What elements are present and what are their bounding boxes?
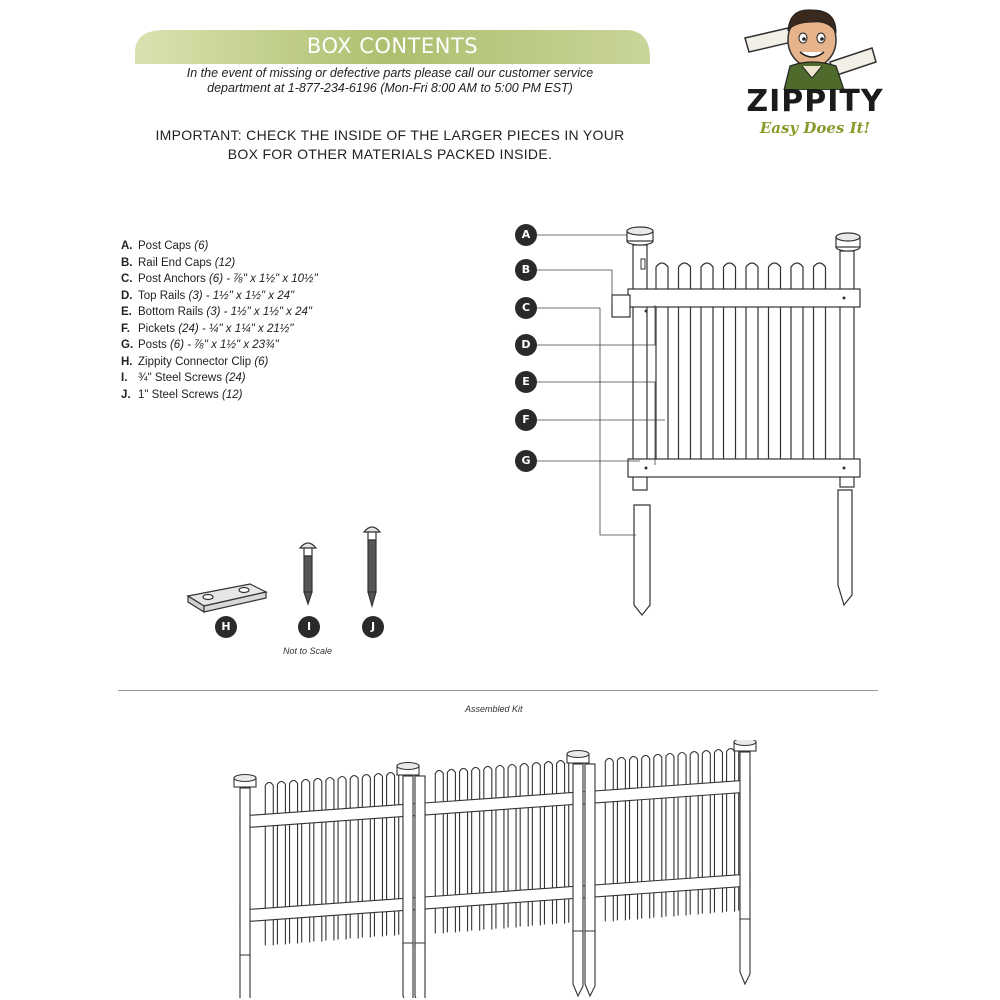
picket <box>265 782 273 945</box>
picket <box>447 769 455 932</box>
post-anchor <box>240 955 250 998</box>
callout-b: B <box>515 259 537 281</box>
important-line-1: IMPORTANT: CHECK THE INSIDE OF THE LARGER PIECES IN YOUR <box>155 127 625 143</box>
picket <box>630 756 638 919</box>
picket <box>277 781 285 944</box>
important-notice <box>120 126 660 164</box>
picket <box>290 780 298 943</box>
post-anchor-right <box>838 490 852 605</box>
callout-c: C <box>515 297 537 319</box>
list-item: I. ¾" Steel Screws (24) <box>121 372 246 384</box>
post-cap-left <box>627 227 653 245</box>
post-anchor-left <box>634 505 650 615</box>
zippity-logo <box>740 0 890 150</box>
callout-a: A <box>515 224 537 246</box>
list-item: A. Post Caps (6) <box>121 240 209 252</box>
support-line-1: In the event of missing or defective parts please call our customer service <box>186 66 594 80</box>
list-item: E. Bottom Rails (3) - 1½" x 1½" x 24" <box>121 306 312 318</box>
list-item: J. 1" Steel Screws (12) <box>121 388 243 401</box>
picket <box>435 770 443 933</box>
rail-end-cap <box>612 295 630 317</box>
post-anchor <box>585 931 595 996</box>
post-cap-top <box>397 763 419 770</box>
post-anchor <box>573 931 583 996</box>
left-post <box>633 245 647 490</box>
brand-name: ZIPPITY <box>746 84 884 119</box>
post-cap-top <box>567 751 589 758</box>
list-item: F. Pickets (24) - ¼" x 1¼" x 21½" <box>121 322 294 335</box>
list-item: H. Zippity Connector Clip (6) <box>121 355 269 368</box>
customer-service-note <box>150 66 630 96</box>
support-line-2: department at 1-877-234-6196 (Mon-Fri 8:00 AM to 5:00 PM EST) <box>207 81 573 95</box>
callout-j: J <box>362 616 384 638</box>
list-item: G. Posts (6) - ⅞" x 1½" x 23¾" <box>121 339 279 351</box>
post-anchor <box>403 943 413 998</box>
picket <box>617 757 625 920</box>
long-steel-screw <box>364 527 380 606</box>
fence-panel-diagram <box>500 215 880 625</box>
section-divider <box>118 690 878 691</box>
post-cap-right <box>836 233 860 251</box>
brand-tagline: Easy Does It! <box>759 119 871 137</box>
callout-e: E <box>515 371 537 393</box>
post-cap-top <box>734 740 756 746</box>
bottom-rail <box>628 459 860 477</box>
important-line-2: BOX FOR OTHER MATERIALS PACKED INSIDE. <box>227 146 553 162</box>
assembled-fence-illustration <box>225 740 775 998</box>
post <box>403 776 413 946</box>
post-cap-top <box>234 775 256 782</box>
page-title: BOX CONTENTS <box>306 34 479 58</box>
hardware-illustration <box>180 520 400 620</box>
assembled-kit-label: Assembled Kit <box>465 704 523 714</box>
mascot-icon <box>740 0 890 90</box>
connector-clip <box>188 584 266 612</box>
callout-d: D <box>515 334 537 356</box>
callout-g: G <box>515 450 537 472</box>
picket <box>605 758 613 921</box>
list-item: C. Post Anchors (6) - ⅞" x 1½" x 10½" <box>121 273 318 285</box>
callout-i: I <box>298 616 320 638</box>
post-anchor <box>415 943 425 998</box>
top-rail <box>628 289 860 307</box>
post <box>585 764 595 934</box>
picket <box>460 768 468 931</box>
post-anchor <box>740 919 750 984</box>
post <box>573 764 583 934</box>
callout-h: H <box>215 616 237 638</box>
list-item: B. Rail End Caps (12) <box>121 256 236 269</box>
callout-f: F <box>515 409 537 431</box>
post <box>740 752 750 922</box>
right-post <box>840 251 854 487</box>
post <box>415 776 425 946</box>
list-item: D. Top Rails (3) - 1½" x 1½" x 24" <box>121 289 295 302</box>
short-steel-screw <box>300 543 316 604</box>
post <box>240 788 250 958</box>
box-contents-banner <box>135 30 650 64</box>
not-to-scale-note: Not to Scale <box>283 646 333 656</box>
parts-list <box>121 238 318 403</box>
